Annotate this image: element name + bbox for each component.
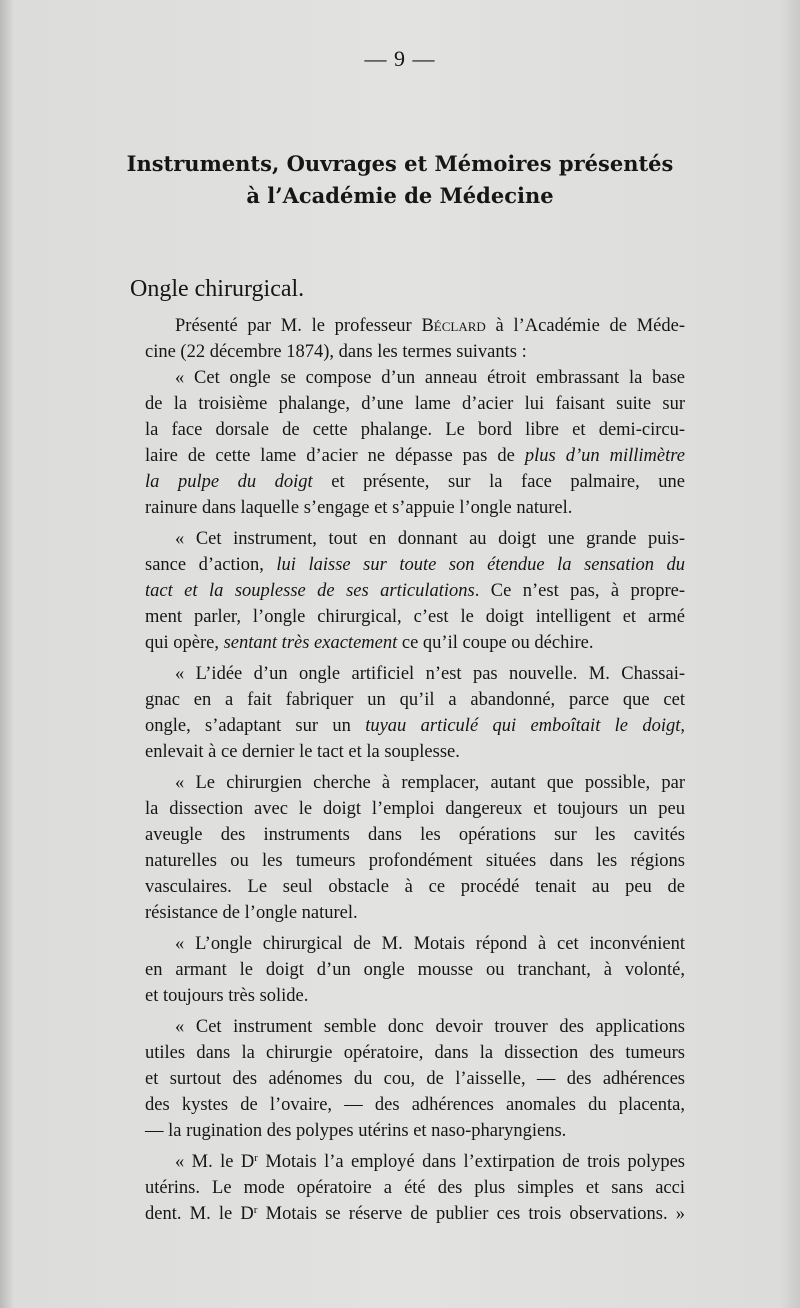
text-run: sentant très exactement xyxy=(223,633,398,653)
text-run: lui laisse sur toute son étendue la sensation du xyxy=(276,555,686,575)
text-line xyxy=(145,391,685,417)
text-run: et présente, sur la face palmaire, une xyxy=(312,472,685,492)
text-run: à l’Académie de Méde- xyxy=(485,316,685,336)
text-line xyxy=(145,983,685,1009)
text-run: « Cet instrument, tout en donnant au doigt une grande puis- xyxy=(175,529,685,549)
text-line xyxy=(145,1066,685,1092)
text-run: « M. le D xyxy=(175,1152,255,1172)
text-run: r xyxy=(253,1204,258,1216)
text-run: , xyxy=(680,716,685,736)
text-line xyxy=(145,661,685,687)
section-heading: Ongle chirurgical. xyxy=(130,276,305,302)
text-run: tuyau articulé qui emboîtait le doigt xyxy=(365,716,681,736)
page-title xyxy=(80,148,720,212)
text-line xyxy=(145,495,685,521)
page-number: — 9 — xyxy=(364,46,436,71)
text-line xyxy=(145,469,685,495)
text-run: plus d’un millimètre xyxy=(524,446,685,466)
text-line xyxy=(145,578,685,604)
text-line xyxy=(145,1118,685,1144)
text-run: de la troisième phalange, d’une lame d’acier lui faisant suite sur xyxy=(145,394,685,414)
text-line xyxy=(145,1092,685,1118)
text-run: qui opère, xyxy=(145,633,224,653)
text-line xyxy=(145,739,685,765)
text-run: cine (22 décembre 1874), dans les termes suivants : xyxy=(145,342,527,362)
text-run: Motais se réserve de publier ces trois observations. » xyxy=(257,1204,686,1224)
text-run: r xyxy=(254,1152,258,1164)
text-run: tact et la souplesse de ses articulations xyxy=(145,581,475,601)
text-line xyxy=(145,1040,685,1066)
text-run: . Ce n’est pas, à propre- xyxy=(474,581,686,601)
text-run: « Cet ongle se compose d’un anneau étroit embrassant la base xyxy=(175,368,685,388)
body-text xyxy=(145,313,685,1227)
text-line xyxy=(145,957,685,983)
text-line xyxy=(145,313,685,339)
text-run: dent. M. le D xyxy=(145,1204,254,1224)
text-run: la pulpe du doigt xyxy=(145,472,313,492)
text-run: « L’ongle chirurgical de M. Motais répond à cet inconvénient xyxy=(175,934,685,954)
text-run: des kystes de l’ovaire, — des adhérences anomales du placenta, xyxy=(145,1095,685,1115)
text-line xyxy=(145,365,685,391)
text-run: aveugle des instruments dans les opérations sur les cavités xyxy=(145,825,685,845)
text-run: résistance de l’ongle naturel. xyxy=(145,903,358,923)
text-line xyxy=(145,552,685,578)
text-line xyxy=(145,1201,685,1227)
text-run: Présenté par M. le professeur xyxy=(175,316,422,336)
text-run: vasculaires. Le seul obstacle à ce procédé tenait au peu de xyxy=(145,877,685,897)
text-line xyxy=(145,1175,685,1201)
text-run: et toujours très solide. xyxy=(145,986,309,1006)
text-line xyxy=(145,339,685,365)
text-run: enlevait à ce dernier le tact et la souplesse. xyxy=(145,742,460,762)
text-run: Motais l’a employé dans l’extirpation de trois polypes xyxy=(257,1152,685,1172)
text-line xyxy=(145,630,685,656)
text-run: ment parler, l’ongle chirurgical, c’est le doigt intelligent et armé xyxy=(145,607,685,627)
text-run: ongle, s’adaptant sur un xyxy=(145,716,366,736)
text-line xyxy=(145,713,685,739)
text-run: utiles dans la chirurgie opératoire, dans la dissection des tumeurs xyxy=(145,1043,685,1063)
text-run: naturelles ou les tumeurs profondément situées dans les régions xyxy=(145,851,685,871)
text-line xyxy=(145,848,685,874)
text-run: « Cet instrument semble donc devoir trouver des applications xyxy=(175,1017,685,1037)
text-run: « Le chirurgien cherche à remplacer, autant que possible, par xyxy=(175,773,685,793)
text-line xyxy=(145,796,685,822)
text-line xyxy=(145,687,685,713)
text-line xyxy=(145,822,685,848)
text-run: rainure dans laquelle s’engage et s’appuie l’ongle naturel. xyxy=(145,498,573,518)
text-run: « L’idée d’un ongle artificiel n’est pas nouvelle. M. Chassai- xyxy=(175,664,685,684)
text-line xyxy=(145,931,685,957)
text-run: et surtout des adénomes du cou, de l’aisselle, — des adhérences xyxy=(145,1069,685,1089)
text-run: en armant le doigt d’un ongle mousse ou tranchant, à volonté, xyxy=(145,960,685,980)
text-line xyxy=(145,604,685,630)
text-run: laire de cette lame d’acier ne dépasse pas de xyxy=(145,446,525,466)
text-line xyxy=(145,443,685,469)
text-run: utérins. Le mode opératoire a été des plus simples et sans acci xyxy=(145,1178,685,1198)
text-run: ce qu’il coupe ou déchire. xyxy=(397,633,594,653)
text-line xyxy=(145,1014,685,1040)
text-run: Béclard xyxy=(421,316,486,336)
title-line-1: Instruments, Ouvrages et Mémoires présentés xyxy=(126,151,674,176)
text-run: gnac en a fait fabriquer un qu’il a abandonné, parce que cet xyxy=(145,690,685,710)
text-line xyxy=(145,1149,685,1175)
text-line xyxy=(145,874,685,900)
text-line xyxy=(145,526,685,552)
text-run: — la rugination des polypes utérins et naso-pharyngiens. xyxy=(145,1121,567,1141)
text-line xyxy=(145,417,685,443)
text-run: sance d’action, xyxy=(145,555,277,575)
text-run: la face dorsale de cette phalange. Le bord libre et demi-circu- xyxy=(145,420,685,440)
text-line xyxy=(145,900,685,926)
text-run: la dissection avec le doigt l’emploi dangereux et toujours un peu xyxy=(145,799,685,819)
text-line xyxy=(145,770,685,796)
title-line-2: à l’Académie de Médecine xyxy=(246,183,554,208)
